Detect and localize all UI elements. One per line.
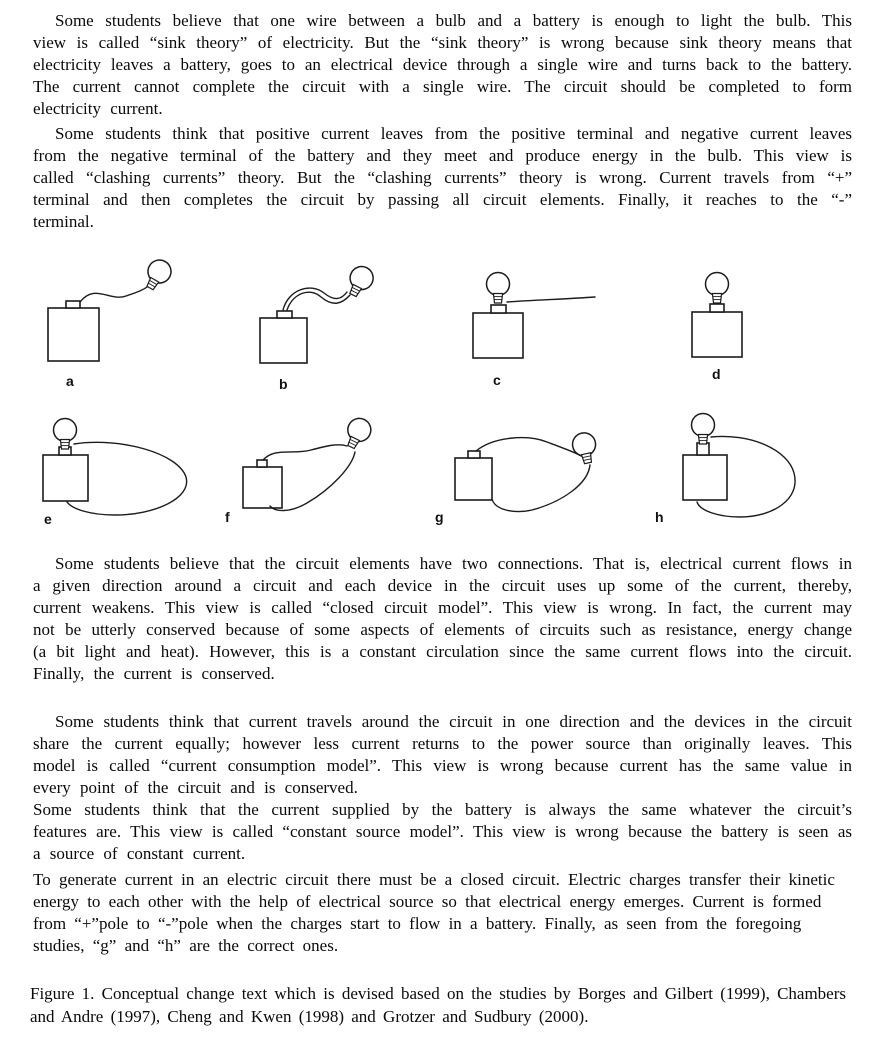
diagram-label-c: c bbox=[493, 372, 501, 388]
paragraph-sink-theory: Some students believe that one wire between a bulb and a battery is enough to light the bulb. This view is called “sink theory” of electricity. But the “sink theory” is wrong because sink theory means that electricity leaves a battery, goes to an electrical device through a single wire and turns back to the battery. The current cannot complete the circuit with a single wire. The circuit should be completed to form electricity current. bbox=[33, 11, 852, 118]
diagram-label-f: f bbox=[225, 509, 230, 525]
circuit-diagram-b bbox=[250, 250, 450, 400]
paragraph-closed-circuit-model: Some students believe that the circuit elements have two connections. That is, electrical current flows in a given direction around a circuit and each device in the circuit uses up some of the current, thereby, current weakens. This view is called “closed circuit model”. This view is wrong. In fact, the current may not be utterly conserved because of some aspects of elements of circuits such as resistance, energy change (a bit light and heat). However, this is a constant circulation since the same current flows into the circuit. Finally, the current is conserved. bbox=[33, 554, 852, 683]
paragraph-current-consumption: Some students think that current travels around the circuit in one direction and the devices in the circuit share the current equally; however less current returns to the power source than originally leaves. This model is called “current consumption model”. This view is wrong because current has the same value in every point of the circuit and is conserved. bbox=[33, 712, 852, 797]
diagram-label-d: d bbox=[712, 366, 721, 382]
diagram-label-g: g bbox=[435, 509, 444, 525]
circuit-diagram-d bbox=[675, 250, 835, 400]
circuit-diagram-c bbox=[455, 250, 620, 400]
circuit-diagram-a bbox=[40, 250, 240, 400]
paragraph-constant-source: Some students think that the current supplied by the battery is always the same whatever the circuit’s features are. This view is called “constant source model”. This view is wrong because the battery is seen as a source of constant current. bbox=[33, 800, 852, 863]
diagram-label-h: h bbox=[655, 509, 664, 525]
diagram-label-e: e bbox=[44, 511, 52, 527]
paragraph-clashing-currents: Some students think that positive current leaves from the positive terminal and negative current leaves from the negative terminal of the battery and they meet and produce energy in the bulb. This view is called “clashing currents” theory. But the “clashing currents” theory is wrong. Current travels from “+” terminal and then completes the circuit by passing all circuit elements. Finally, it reaches to the “-” terminal. bbox=[33, 124, 852, 231]
figure-caption: Figure 1. Conceptual change text which is devised based on the studies by Borges and Gilbert (1999), Chambers and Andre (1997), Cheng and Kwen (1998) and Grotzer and Sudbury (2000). bbox=[30, 984, 846, 1026]
circuit-diagram-e bbox=[30, 403, 240, 545]
circuit-diagram-h bbox=[655, 403, 870, 545]
paragraph-conclusion: To generate current in an electric circuit there must be a closed circuit. Electric charges transfer their kinetic energy to each other with the help of electrical source so that electrical energy emerges. Current is formed from “+”pole to “-”pole when the charges start to flow in a battery. Finally, as seen from the foregoing studies, “g” and “h” are the correct ones. bbox=[33, 870, 835, 955]
circuit-diagram-f bbox=[225, 403, 415, 545]
circuit-diagram-g bbox=[435, 403, 645, 545]
diagram-label-b: b bbox=[279, 376, 288, 392]
diagram-label-a: a bbox=[66, 373, 74, 389]
